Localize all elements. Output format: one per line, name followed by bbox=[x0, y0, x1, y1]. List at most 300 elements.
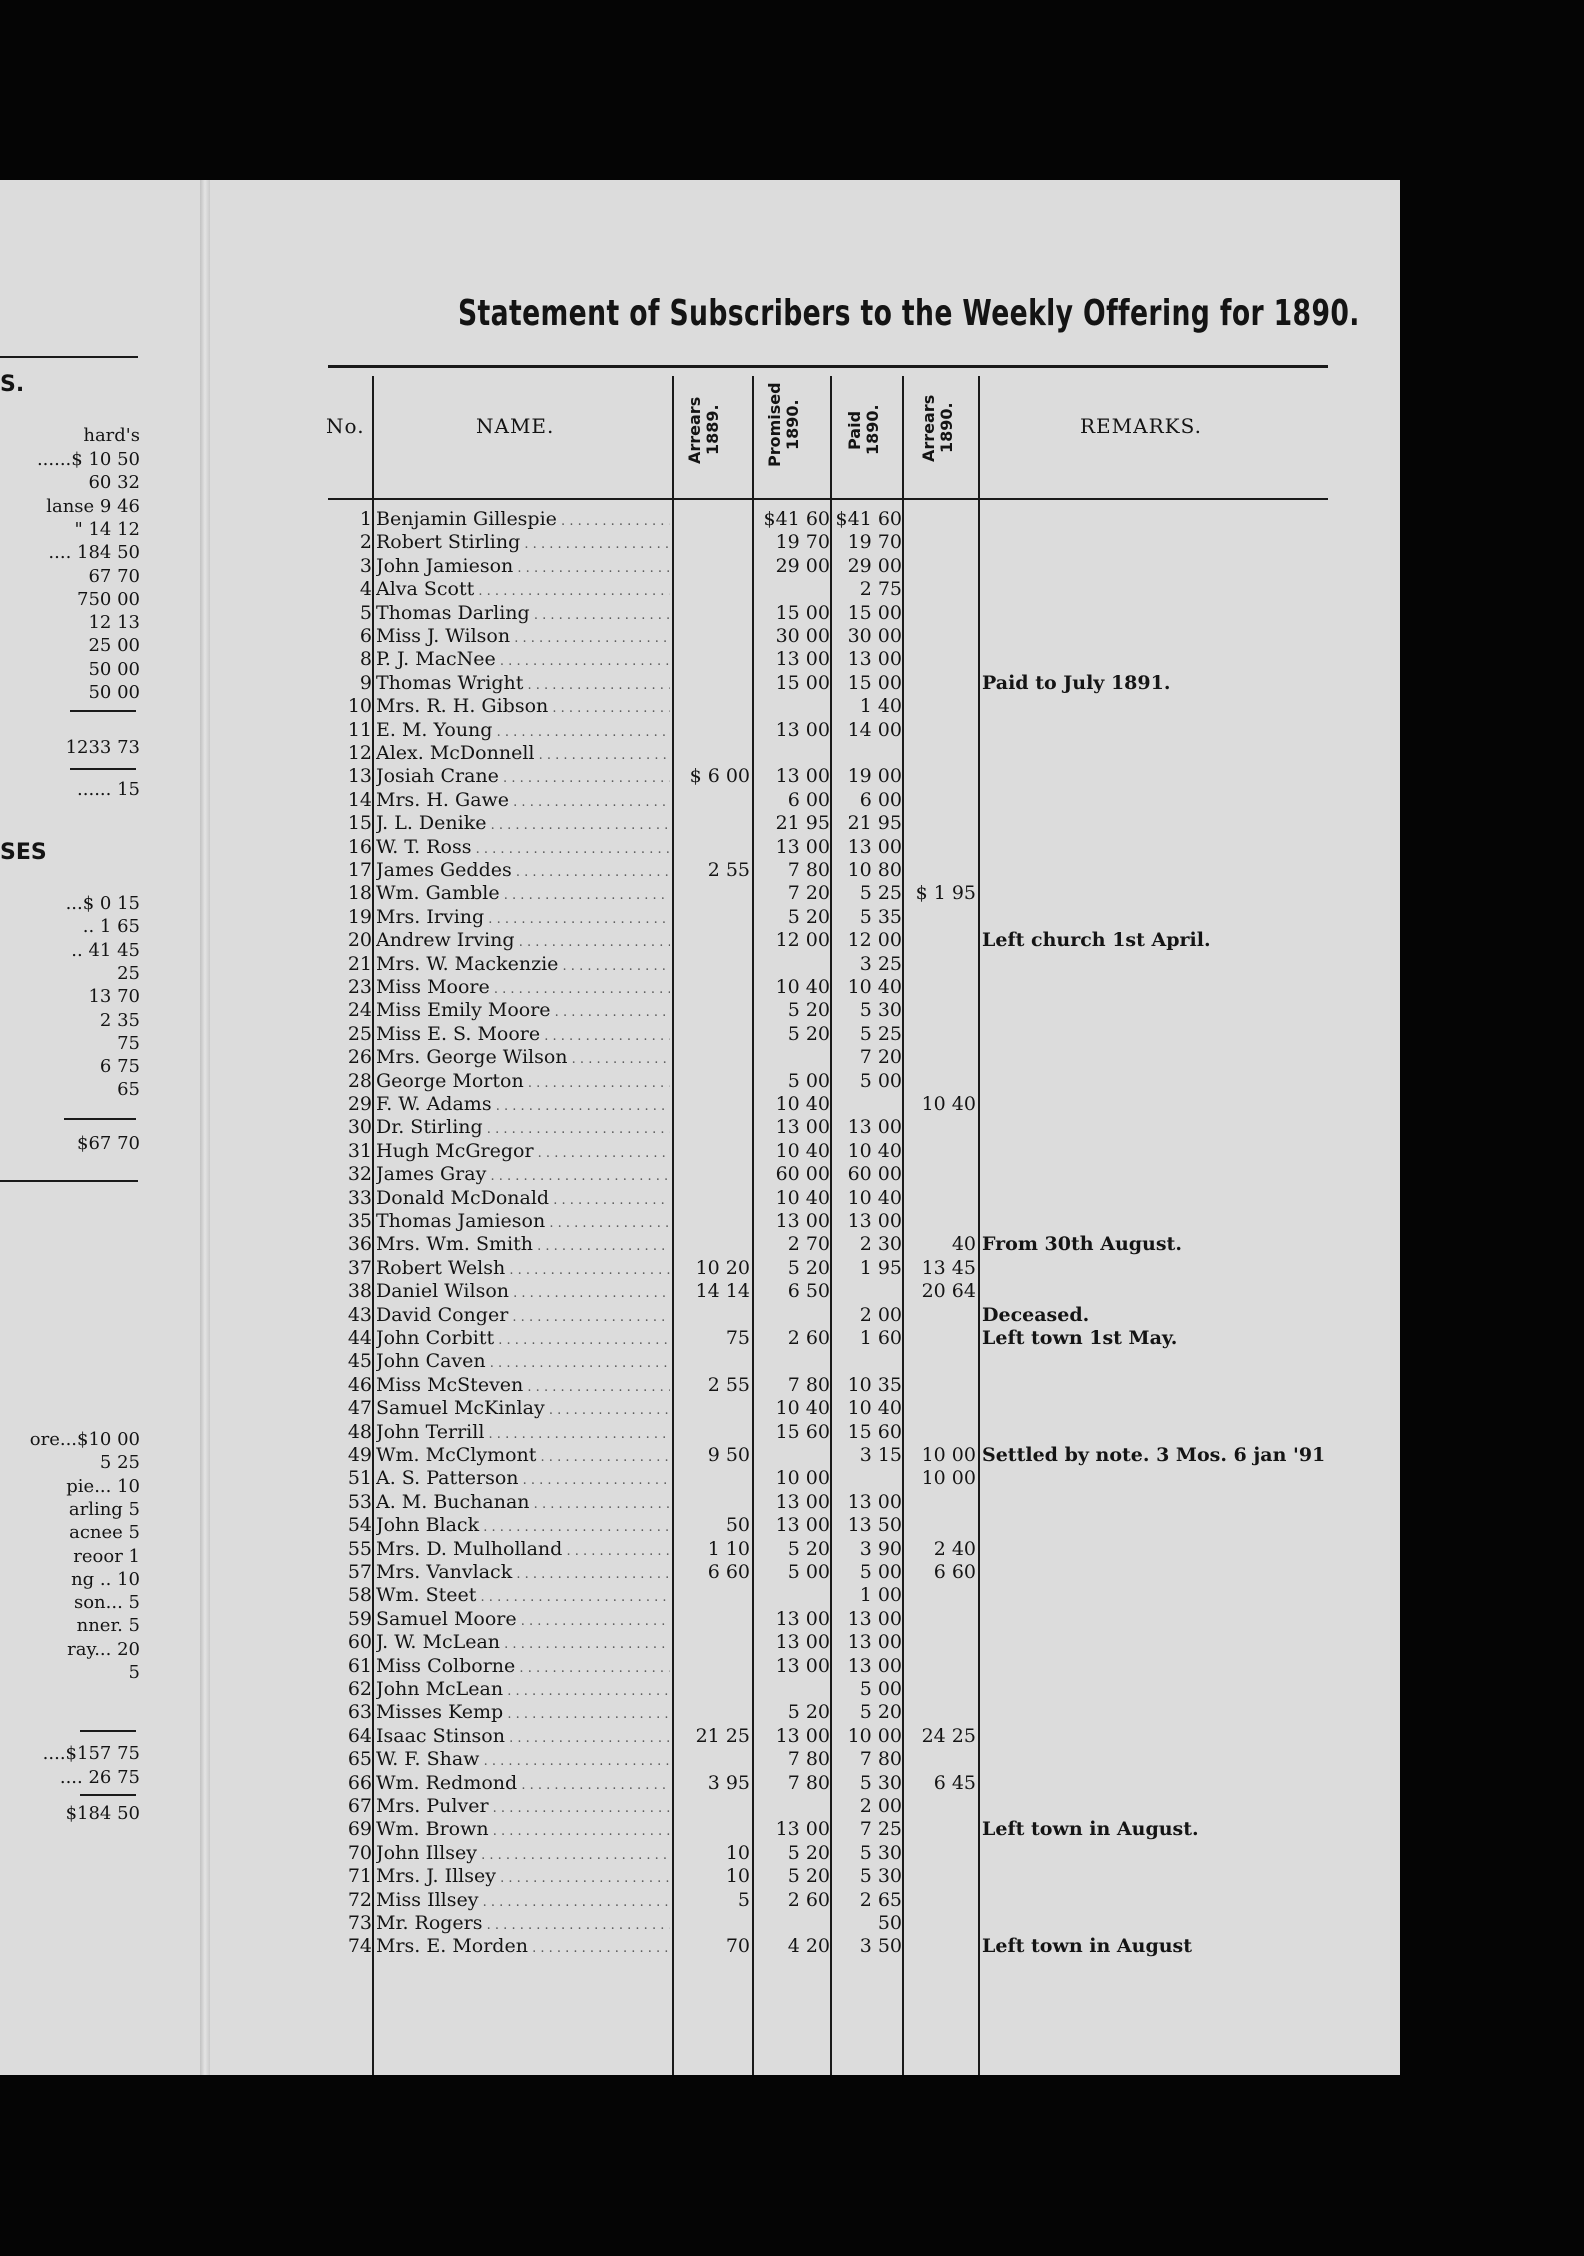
row-name: Isaac Stinson . . . bbox=[376, 1725, 670, 1750]
row-number: 59 bbox=[347, 1607, 372, 1630]
row-number: 63 bbox=[347, 1701, 372, 1724]
row-promised-1890: 7 80 bbox=[787, 1771, 830, 1794]
row-number: 28 bbox=[347, 1069, 372, 1092]
header-arrears-1889: Arrears 1889. bbox=[685, 396, 722, 464]
row-name: Mr. Rogers . . . bbox=[376, 1912, 670, 1937]
row-arrears-1889: 10 bbox=[725, 1865, 750, 1888]
table-row bbox=[0, 1374, 1400, 1397]
row-paid-1890: 5 00 bbox=[859, 1069, 902, 1092]
left-line: lanse 9 46 bbox=[46, 495, 140, 517]
table-row bbox=[0, 1210, 1400, 1233]
row-arrears-1889: 10 20 bbox=[695, 1256, 750, 1279]
row-arrears-1890: 13 45 bbox=[921, 1256, 976, 1279]
table-row bbox=[0, 1514, 1400, 1537]
row-paid-1890: 3 15 bbox=[859, 1444, 902, 1466]
row-promised-1890: 13 00 bbox=[775, 1490, 830, 1513]
row-remarks: From 30th August. bbox=[982, 1233, 1182, 1256]
row-number: 38 bbox=[347, 1280, 372, 1303]
table-row bbox=[0, 1070, 1400, 1093]
left-line: ...$ 0 15 bbox=[65, 893, 140, 914]
row-paid-1890: 1 60 bbox=[859, 1327, 902, 1349]
row-number: 62 bbox=[347, 1678, 372, 1700]
row-promised-1890: 10 40 bbox=[775, 976, 830, 998]
table-row bbox=[0, 1421, 1400, 1444]
row-arrears-1890: 20 64 bbox=[921, 1280, 976, 1303]
row-promised-1890: 5 00 bbox=[787, 1069, 830, 1092]
row-paid-1890: 10 40 bbox=[847, 976, 902, 998]
row-name: Mrs. Pulver . . . bbox=[376, 1795, 670, 1820]
row-number: 10 bbox=[347, 695, 372, 718]
row-paid-1890: 10 80 bbox=[847, 859, 902, 881]
table-row bbox=[0, 1444, 1400, 1467]
row-promised-1890: 4 20 bbox=[787, 1935, 830, 1958]
row-number: 32 bbox=[347, 1163, 372, 1186]
left-line: ray... 20 bbox=[67, 1638, 140, 1660]
row-paid-1890: 30 00 bbox=[847, 625, 902, 647]
row-name: Thomas Jamieson . . . bbox=[376, 1210, 670, 1235]
row-promised-1890: 2 60 bbox=[787, 1327, 830, 1349]
left-line: 25 00 bbox=[88, 635, 140, 657]
row-promised-1890: 60 00 bbox=[775, 1163, 830, 1186]
row-promised-1890: 7 80 bbox=[787, 1373, 830, 1396]
row-promised-1890: 5 20 bbox=[787, 1865, 830, 1888]
row-number: 58 bbox=[347, 1584, 372, 1607]
row-paid-1890: 13 00 bbox=[847, 1116, 902, 1139]
row-name: Miss Moore . . . bbox=[376, 976, 670, 1001]
left-total-1: 1233 73 bbox=[65, 737, 140, 758]
row-promised-1890: 15 00 bbox=[775, 671, 830, 694]
left-line: 65 bbox=[117, 1079, 140, 1101]
row-arrears-1889: 14 14 bbox=[695, 1280, 750, 1303]
table-row bbox=[0, 1023, 1400, 1046]
table-row bbox=[0, 999, 1400, 1022]
row-promised-1890: 13 00 bbox=[775, 648, 830, 671]
row-paid-1890: 2 00 bbox=[859, 1303, 902, 1326]
row-arrears-1889: 9 50 bbox=[707, 1444, 750, 1466]
row-paid-1890: 7 80 bbox=[859, 1748, 902, 1771]
row-paid-1890: 15 00 bbox=[847, 671, 902, 694]
row-number: 16 bbox=[347, 835, 372, 858]
row-name: Samuel Moore . . . bbox=[376, 1608, 670, 1633]
row-number: 3 bbox=[359, 554, 372, 577]
row-paid-1890: 5 30 bbox=[859, 1841, 902, 1864]
row-number: 18 bbox=[347, 882, 372, 905]
row-promised-1890: 13 00 bbox=[775, 835, 830, 858]
row-number: 64 bbox=[347, 1724, 372, 1747]
row-name: John Corbitt . . . bbox=[376, 1327, 670, 1352]
row-paid-1890: 5 30 bbox=[859, 1865, 902, 1888]
row-paid-1890: 7 20 bbox=[859, 1046, 902, 1069]
left-total-3b: .... 26 75 bbox=[59, 1767, 140, 1788]
left-line: 67 70 bbox=[88, 565, 140, 587]
left-total-3a: ....$157 75 bbox=[42, 1743, 140, 1764]
row-number: 26 bbox=[347, 1046, 372, 1069]
row-number: 57 bbox=[347, 1561, 372, 1583]
row-number: 67 bbox=[347, 1795, 372, 1817]
row-number: 4 bbox=[359, 578, 372, 601]
row-paid-1890: 6 00 bbox=[859, 788, 902, 811]
row-number: 8 bbox=[359, 648, 372, 671]
row-name: P. J. MacNee . . . bbox=[376, 648, 670, 673]
left-line: nner. 5 bbox=[76, 1615, 140, 1637]
row-paid-1890: 19 00 bbox=[847, 765, 902, 788]
row-promised-1890: 7 20 bbox=[787, 882, 830, 905]
table-row bbox=[0, 1678, 1400, 1701]
row-name: Wm. McClymont . . . bbox=[376, 1444, 670, 1469]
row-paid-1890: 29 00 bbox=[847, 554, 902, 577]
row-arrears-1889: 3 95 bbox=[707, 1771, 750, 1794]
table-row bbox=[0, 648, 1400, 671]
left-line: arling 5 bbox=[68, 1498, 140, 1520]
table-row bbox=[0, 555, 1400, 578]
row-name: Mrs. George Wilson . . . bbox=[376, 1046, 670, 1071]
row-name: Alex. McDonnell . . . bbox=[376, 742, 670, 767]
row-promised-1890: 5 20 bbox=[787, 1537, 830, 1560]
row-promised-1890: 30 00 bbox=[775, 625, 830, 647]
row-paid-1890: 12 00 bbox=[847, 929, 902, 952]
header-no: No. bbox=[326, 414, 365, 438]
row-arrears-1890: 10 40 bbox=[921, 1093, 976, 1115]
row-paid-1890: 5 00 bbox=[859, 1678, 902, 1700]
row-name: J. W. McLean . . . bbox=[376, 1631, 670, 1656]
row-number: 70 bbox=[347, 1841, 372, 1864]
row-name: Donald McDonald . . . bbox=[376, 1187, 670, 1212]
row-promised-1890: 19 70 bbox=[775, 531, 830, 554]
row-name: W. T. Ross . . . bbox=[376, 836, 670, 861]
row-paid-1890: 13 00 bbox=[847, 1654, 902, 1677]
row-promised-1890: 29 00 bbox=[775, 554, 830, 577]
row-number: 36 bbox=[347, 1233, 372, 1256]
row-promised-1890: 7 80 bbox=[787, 1748, 830, 1771]
table-row bbox=[0, 719, 1400, 742]
table-row bbox=[0, 859, 1400, 882]
row-paid-1890: 10 00 bbox=[847, 1724, 902, 1747]
left-line: 50 00 bbox=[88, 658, 140, 680]
statement-title: Statement of Subscribers to the Weekly Offering for 1890. bbox=[458, 293, 1360, 334]
row-paid-1890: 15 00 bbox=[847, 601, 902, 624]
row-name: John Jamieson . . . bbox=[376, 555, 670, 580]
row-arrears-1890: 10 00 bbox=[921, 1467, 976, 1490]
row-promised-1890: 13 00 bbox=[775, 1631, 830, 1654]
row-name: Mrs. H. Gawe . . . bbox=[376, 789, 670, 814]
row-name: Mrs. Vanvlack . . . bbox=[376, 1561, 670, 1586]
row-name: John Caven . . . bbox=[376, 1350, 670, 1375]
row-name: Misses Kemp . . . bbox=[376, 1701, 670, 1726]
row-arrears-1890: 6 45 bbox=[933, 1771, 976, 1794]
left-line: 60 32 bbox=[88, 472, 140, 494]
row-promised-1890: 12 00 bbox=[775, 929, 830, 952]
row-promised-1890: 10 40 bbox=[775, 1139, 830, 1162]
left-line: " 14 12 bbox=[74, 518, 140, 540]
left-total-2: $67 70 bbox=[77, 1133, 140, 1154]
table-row bbox=[0, 672, 1400, 695]
row-name: Wm. Gamble . . . bbox=[376, 882, 670, 907]
row-paid-1890: 10 40 bbox=[847, 1186, 902, 1209]
row-paid-1890: 21 95 bbox=[847, 812, 902, 835]
table-row bbox=[0, 1233, 1400, 1256]
table-row bbox=[0, 1163, 1400, 1186]
row-name: James Gray . . . bbox=[376, 1163, 670, 1188]
table-row bbox=[0, 882, 1400, 905]
row-paid-1890: 13 00 bbox=[847, 1210, 902, 1232]
row-name: James Geddes . . . bbox=[376, 859, 670, 884]
table-row bbox=[0, 1116, 1400, 1139]
table-row bbox=[0, 742, 1400, 765]
row-promised-1890: 13 00 bbox=[775, 1210, 830, 1232]
left-line: 75 bbox=[117, 1032, 140, 1054]
row-name: Mrs. W. Mackenzie . . . bbox=[376, 953, 670, 978]
table-row bbox=[0, 953, 1400, 976]
row-promised-1890: 6 00 bbox=[787, 788, 830, 811]
table-row bbox=[0, 1280, 1400, 1303]
row-name: Thomas Wright . . . bbox=[376, 672, 670, 697]
row-promised-1890: 13 00 bbox=[775, 1116, 830, 1139]
row-promised-1890: 13 00 bbox=[775, 718, 830, 741]
table-row bbox=[0, 508, 1400, 531]
table-row bbox=[0, 1327, 1400, 1350]
row-paid-1890: 3 50 bbox=[859, 1935, 902, 1958]
left-heading-1: S. bbox=[0, 372, 25, 397]
row-number: 73 bbox=[347, 1912, 372, 1934]
row-number: 43 bbox=[347, 1303, 372, 1326]
row-remarks: Settled by note. 3 Mos. 6 jan '91 bbox=[982, 1444, 1326, 1466]
row-paid-1890: 13 00 bbox=[847, 835, 902, 858]
row-promised-1890: $41 60 bbox=[763, 508, 830, 530]
row-paid-1890: 13 00 bbox=[847, 1490, 902, 1513]
row-name: John Illsey . . . bbox=[376, 1842, 670, 1867]
row-number: 29 bbox=[347, 1093, 372, 1115]
row-number: 49 bbox=[347, 1444, 372, 1466]
row-name: Wm. Redmond . . . bbox=[376, 1772, 670, 1797]
left-line: 5 bbox=[128, 1662, 140, 1683]
row-number: 19 bbox=[347, 905, 372, 928]
row-name: Benjamin Gillespie . . . bbox=[376, 508, 670, 533]
row-paid-1890: 3 25 bbox=[859, 952, 902, 975]
row-paid-1890: 60 00 bbox=[847, 1163, 902, 1186]
row-paid-1890: 1 00 bbox=[859, 1584, 902, 1607]
row-paid-1890: 5 35 bbox=[859, 905, 902, 928]
row-name: Dr. Stirling . . . bbox=[376, 1116, 670, 1141]
table-row bbox=[0, 1865, 1400, 1888]
row-arrears-1890: 40 bbox=[951, 1233, 976, 1256]
left-total-3c: $184 50 bbox=[65, 1803, 140, 1824]
row-number: 24 bbox=[347, 999, 372, 1022]
row-paid-1890: 2 75 bbox=[859, 578, 902, 601]
row-name: Miss Colborne . . . bbox=[376, 1655, 670, 1680]
row-paid-1890: 10 35 bbox=[847, 1373, 902, 1396]
table-row bbox=[0, 1889, 1400, 1912]
left-line: ore...$10 00 bbox=[29, 1429, 140, 1450]
row-name: Robert Welsh . . . bbox=[376, 1257, 670, 1282]
row-number: 11 bbox=[347, 718, 372, 741]
row-paid-1890: 1 95 bbox=[859, 1256, 902, 1279]
left-heading-2: SES bbox=[0, 840, 47, 865]
row-promised-1890: 7 80 bbox=[787, 859, 830, 881]
row-name: Mrs. Wm. Smith . . . bbox=[376, 1233, 670, 1258]
table-row bbox=[0, 976, 1400, 999]
row-number: 20 bbox=[347, 929, 372, 952]
table-row bbox=[0, 836, 1400, 859]
left-line: acnee 5 bbox=[69, 1522, 140, 1544]
row-promised-1890: 5 00 bbox=[787, 1561, 830, 1583]
row-remarks: Deceased. bbox=[982, 1303, 1090, 1326]
row-number: 15 bbox=[347, 812, 372, 835]
row-paid-1890: 5 25 bbox=[859, 1022, 902, 1045]
title-rule bbox=[328, 365, 1328, 368]
row-number: 55 bbox=[347, 1537, 372, 1560]
table-row bbox=[0, 531, 1400, 554]
row-arrears-1890: 24 25 bbox=[921, 1724, 976, 1747]
row-paid-1890: 10 40 bbox=[847, 1139, 902, 1162]
row-number: 69 bbox=[347, 1818, 372, 1841]
row-name: George Morton . . . bbox=[376, 1070, 670, 1095]
header-rule bbox=[328, 498, 1328, 500]
row-name: W. F. Shaw . . . bbox=[376, 1748, 670, 1773]
row-promised-1890: 5 20 bbox=[787, 1256, 830, 1279]
row-paid-1890: 3 90 bbox=[859, 1537, 902, 1560]
row-number: 31 bbox=[347, 1139, 372, 1162]
row-number: 51 bbox=[347, 1467, 372, 1490]
table-row bbox=[0, 1842, 1400, 1865]
row-number: 48 bbox=[347, 1420, 372, 1443]
row-number: 35 bbox=[347, 1210, 372, 1232]
row-arrears-1890: 2 40 bbox=[933, 1537, 976, 1560]
table-row bbox=[0, 1467, 1400, 1490]
row-remarks: Left church 1st April. bbox=[982, 929, 1211, 952]
table-row bbox=[0, 1561, 1400, 1584]
row-paid-1890: 1 40 bbox=[859, 695, 902, 718]
table-row bbox=[0, 1818, 1400, 1841]
row-arrears-1889: 6 60 bbox=[707, 1561, 750, 1583]
row-paid-1890: 5 20 bbox=[859, 1701, 902, 1724]
left-line: 25 bbox=[117, 962, 140, 984]
row-paid-1890: 2 65 bbox=[859, 1888, 902, 1911]
row-number: 21 bbox=[347, 952, 372, 975]
row-promised-1890: 5 20 bbox=[787, 999, 830, 1022]
table-row bbox=[0, 578, 1400, 601]
row-number: 46 bbox=[347, 1373, 372, 1396]
row-arrears-1889: 70 bbox=[725, 1935, 750, 1958]
table-row bbox=[0, 1748, 1400, 1771]
row-arrears-1889: 1 10 bbox=[707, 1537, 750, 1560]
row-name: Andrew Irving . . . bbox=[376, 929, 670, 954]
row-name: Mrs. D. Mulholland . . . bbox=[376, 1538, 670, 1563]
row-paid-1890: 7 25 bbox=[859, 1818, 902, 1841]
left-line: 5 25 bbox=[99, 1452, 140, 1474]
row-name: J. L. Denike . . . bbox=[376, 812, 670, 837]
table-row bbox=[0, 625, 1400, 648]
left-line: 12 13 bbox=[88, 612, 140, 634]
row-arrears-1890: $ 1 95 bbox=[915, 882, 976, 905]
row-name: Daniel Wilson . . . bbox=[376, 1280, 670, 1305]
row-arrears-1890: 10 00 bbox=[921, 1444, 976, 1466]
row-promised-1890: 13 00 bbox=[775, 1818, 830, 1841]
row-name: Robert Stirling . . . bbox=[376, 531, 670, 556]
row-name: A. S. Patterson . . . bbox=[376, 1467, 670, 1492]
row-paid-1890: 13 00 bbox=[847, 1607, 902, 1630]
row-number: 1 bbox=[359, 508, 372, 530]
row-number: 17 bbox=[347, 859, 372, 881]
row-name: John McLean . . . bbox=[376, 1678, 670, 1703]
row-remarks: Left town in August. bbox=[982, 1818, 1199, 1841]
left-subheading: hard's bbox=[83, 425, 140, 446]
row-name: Samuel McKinlay . . . bbox=[376, 1397, 670, 1422]
table-row bbox=[0, 602, 1400, 625]
row-promised-1890: 10 40 bbox=[775, 1186, 830, 1209]
row-name: Miss E. S. Moore . . . bbox=[376, 1023, 670, 1048]
row-promised-1890: 13 00 bbox=[775, 765, 830, 788]
table-row bbox=[0, 1046, 1400, 1069]
row-number: 47 bbox=[347, 1397, 372, 1420]
table-row bbox=[0, 1538, 1400, 1561]
row-paid-1890: 13 00 bbox=[847, 648, 902, 671]
table-row bbox=[0, 1187, 1400, 1210]
table-row bbox=[0, 812, 1400, 835]
row-number: 23 bbox=[347, 976, 372, 998]
row-name: E. M. Young . . . bbox=[376, 719, 670, 744]
row-promised-1890: 5 20 bbox=[787, 1841, 830, 1864]
table-row bbox=[0, 1772, 1400, 1795]
table-row bbox=[0, 1795, 1400, 1818]
left-line: pie... 10 bbox=[66, 1475, 140, 1497]
row-arrears-1889: 5 bbox=[737, 1888, 750, 1911]
row-paid-1890: 50 bbox=[877, 1912, 902, 1934]
row-number: 14 bbox=[347, 788, 372, 811]
row-number: 72 bbox=[347, 1888, 372, 1911]
row-number: 53 bbox=[347, 1490, 372, 1513]
row-name: Mrs. Irving . . . bbox=[376, 906, 670, 931]
row-name: Miss J. Wilson . . . bbox=[376, 625, 670, 650]
row-name: Alva Scott . . . bbox=[376, 578, 670, 603]
header-remarks: REMARKS. bbox=[1080, 414, 1202, 438]
row-number: 2 bbox=[359, 531, 372, 554]
row-promised-1890: 13 00 bbox=[775, 1607, 830, 1630]
row-remarks: Paid to July 1891. bbox=[982, 671, 1171, 694]
row-promised-1890: 5 20 bbox=[787, 1701, 830, 1724]
row-paid-1890: 19 70 bbox=[847, 531, 902, 554]
left-line: son... 5 bbox=[73, 1592, 140, 1614]
row-name: John Terrill . . . bbox=[376, 1421, 670, 1446]
row-number: 66 bbox=[347, 1771, 372, 1794]
row-paid-1890: 14 00 bbox=[847, 718, 902, 741]
row-number: 61 bbox=[347, 1654, 372, 1677]
header-arrears-1890: Arrears 1890. bbox=[919, 394, 956, 462]
table-row bbox=[0, 1701, 1400, 1724]
row-name: Mrs. R. H. Gibson . . . bbox=[376, 695, 670, 720]
document-page bbox=[0, 180, 1400, 2075]
row-promised-1890: 2 70 bbox=[787, 1233, 830, 1256]
row-name: Miss Emily Moore . . . bbox=[376, 999, 670, 1024]
row-number: 12 bbox=[347, 742, 372, 764]
row-arrears-1889: $ 6 00 bbox=[689, 765, 750, 788]
left-line-after: ...... 15 bbox=[77, 779, 140, 800]
row-paid-1890: $41 60 bbox=[835, 508, 902, 530]
row-arrears-1889: 50 bbox=[725, 1514, 750, 1537]
row-name: F. W. Adams . . . bbox=[376, 1093, 670, 1118]
row-paid-1890: 5 30 bbox=[859, 999, 902, 1022]
table-row bbox=[0, 1304, 1400, 1327]
table-row bbox=[0, 1608, 1400, 1631]
left-line: .. 41 45 bbox=[71, 939, 140, 961]
row-promised-1890: 15 60 bbox=[775, 1420, 830, 1443]
row-name: Miss Illsey . . . bbox=[376, 1889, 670, 1914]
row-promised-1890: 10 40 bbox=[775, 1093, 830, 1115]
row-name: Mrs. E. Morden . . . bbox=[376, 1935, 670, 1960]
left-line: 2 35 bbox=[99, 1009, 140, 1031]
row-promised-1890: 13 00 bbox=[775, 1514, 830, 1537]
table-row bbox=[0, 1491, 1400, 1514]
row-paid-1890: 2 30 bbox=[859, 1233, 902, 1256]
